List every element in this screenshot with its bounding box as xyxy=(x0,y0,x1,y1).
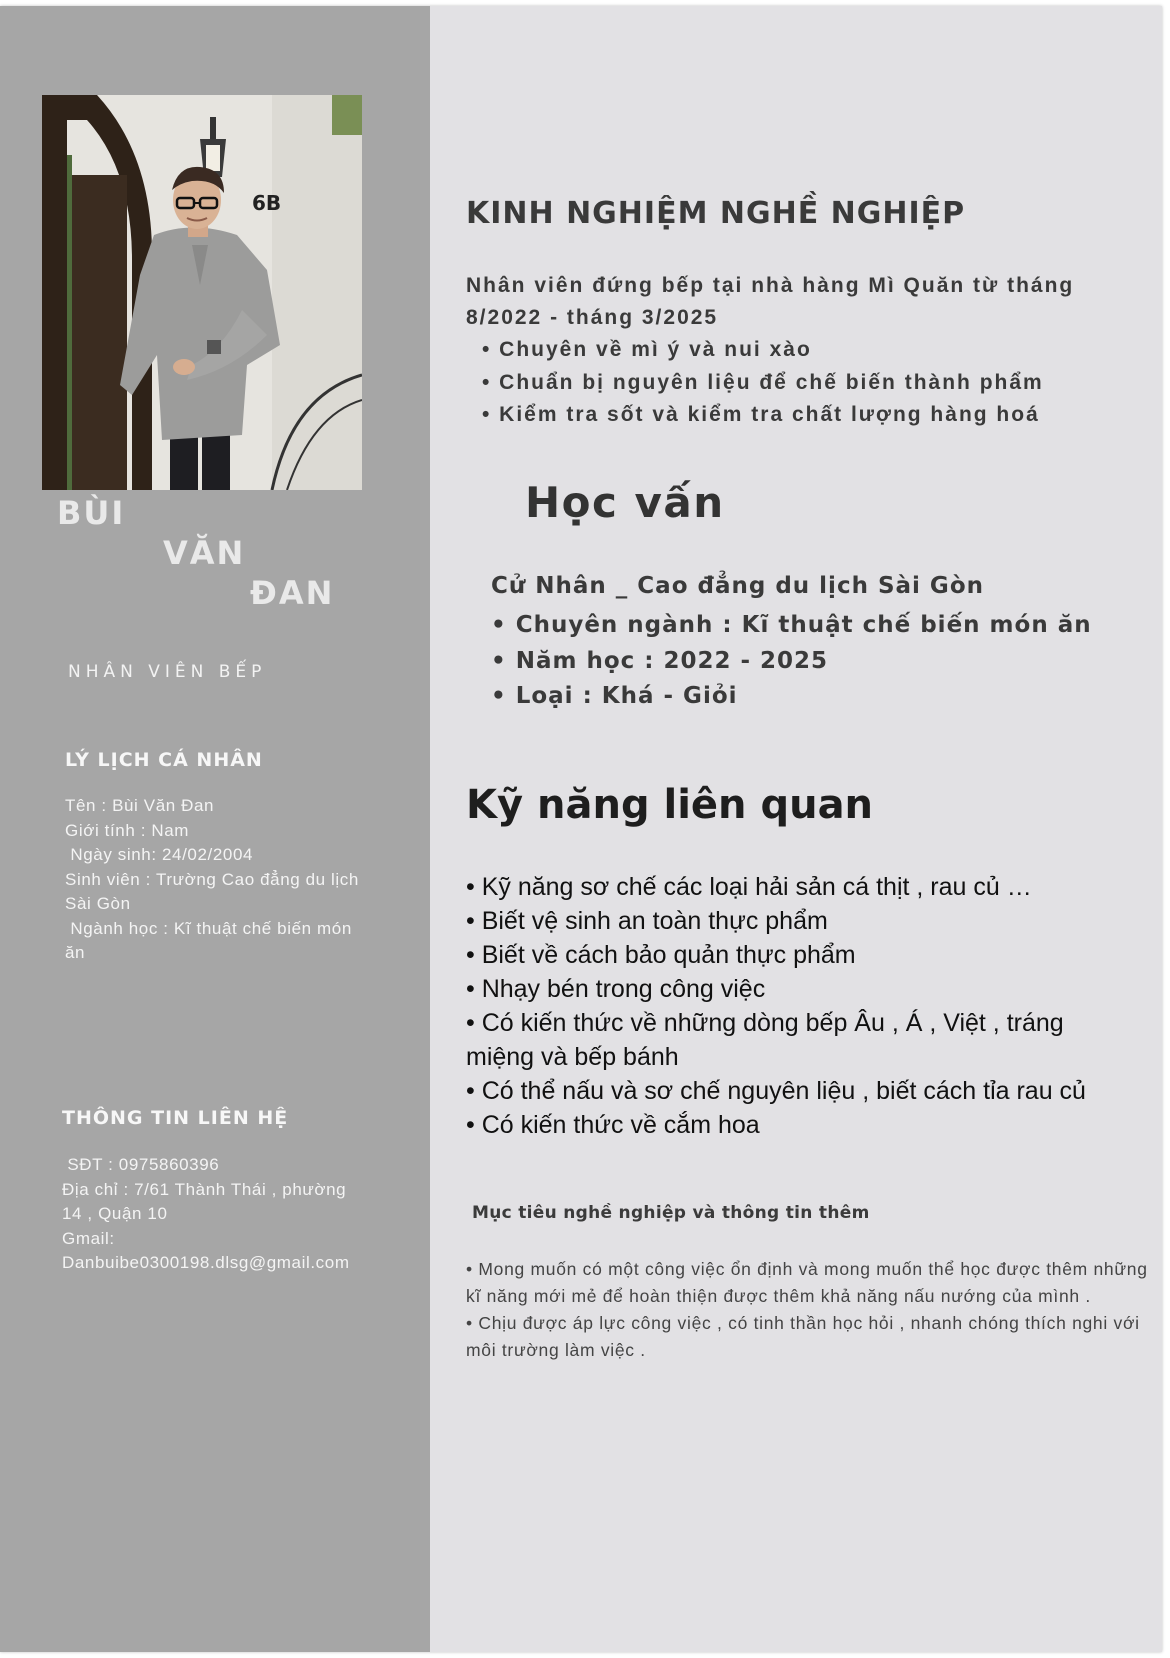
skill-item: • Có thể nấu và sơ chế nguyên liệu , biết cách tỉa rau củ xyxy=(466,1077,1086,1105)
skills-list xyxy=(466,870,1116,1142)
goals-heading: Mục tiêu nghề nghiệp và thông tin thêm xyxy=(472,1203,870,1223)
name-line-3: ĐAN xyxy=(250,574,335,612)
goals-body xyxy=(466,1256,1156,1364)
sidebar xyxy=(0,6,430,1652)
personal-info-heading: LÝ LỊCH CÁ NHÂN xyxy=(65,749,263,771)
education-item: • Chuyên ngành : Kĩ thuật chế biến món ăn xyxy=(491,612,1092,638)
education-item: • Năm học : 2022 - 2025 xyxy=(491,647,829,674)
svg-text:6B: 6B xyxy=(252,191,282,215)
skill-item: • Nhạy bén trong công việc xyxy=(466,975,766,1003)
job-title: NHÂN VIÊN BẾP xyxy=(68,662,267,682)
personal-school: Sinh viên : Trường Cao đẳng du lịch xyxy=(65,869,359,889)
personal-major: Ngành học : Kĩ thuật chế biến món xyxy=(65,918,352,938)
resume-page xyxy=(0,6,1162,1652)
contact-address-cont: 14 , Quận 10 xyxy=(62,1204,168,1223)
skills-heading: Kỹ năng liên quan xyxy=(466,782,874,828)
contact-block xyxy=(62,1153,350,1276)
education-list xyxy=(491,608,1092,715)
name-line-2: VĂN xyxy=(163,534,246,572)
education-heading: Học vấn xyxy=(525,478,725,527)
goal-paragraph-2: • Chịu được áp lực công việc , có tinh thần học hỏi , nhanh chóng thích nghi với môi trường làm việc . xyxy=(466,1313,1140,1360)
education-degree: Cử Nhân _ Cao đẳng du lịch Sài Gòn xyxy=(491,573,984,599)
personal-gender: Giới tính : Nam xyxy=(65,820,190,840)
portrait-photo xyxy=(42,95,362,490)
experience-intro: Nhân viên đứng bếp tại nhà hàng Mì Quăn từ tháng 8/2022 - tháng 3/2025 xyxy=(466,274,1075,329)
contact-phone: SĐT : 0975860396 xyxy=(62,1155,220,1174)
goal-paragraph-1: • Mong muốn có một công việc ổn định và mong muốn thể học được thêm những kĩ năng mới mẻ để hoàn thiện được thêm khả năng nấu nướng của mình . xyxy=(466,1259,1148,1306)
skill-item: • Biết về cách bảo quản thực phẩm xyxy=(466,941,856,969)
personal-school-cont: Sài Gòn xyxy=(65,894,131,913)
contact-email-label: Gmail: xyxy=(62,1228,115,1248)
skill-item: • Có kiến thức về những dòng bếp Âu , Á , Việt , tráng miệng và bếp bánh xyxy=(466,1009,1064,1071)
skill-item: • Kỹ năng sơ chế các loại hải sản cá thịt , rau củ … xyxy=(466,873,1032,901)
experience-list xyxy=(482,334,1044,432)
experience-item: • Chuẩn bị nguyên liệu để chế biến thành phẩm xyxy=(482,370,1044,394)
personal-major-cont: ăn xyxy=(65,943,86,962)
skill-item: • Có kiến thức về cắm hoa xyxy=(466,1111,760,1139)
contact-address: Địa chỉ : 7/61 Thành Thái , phường xyxy=(62,1179,347,1199)
personal-birthdate: Ngày sinh: 24/02/2004 xyxy=(65,845,254,864)
name-line-1: BÙI xyxy=(57,494,126,532)
personal-info-block xyxy=(65,794,359,966)
experience-item: • Chuyên về mì ý và nui xào xyxy=(482,338,812,361)
skill-item: • Biết vệ sinh an toàn thực phẩm xyxy=(466,907,828,935)
contact-heading: THÔNG TIN LIÊN HỆ xyxy=(62,1107,289,1129)
experience-item: • Kiểm tra sốt và kiểm tra chất lượng hàng hoá xyxy=(482,403,1040,426)
education-item: • Loại : Khá - Giỏi xyxy=(491,683,738,709)
contact-email: Danbuibe0300198.dlsg@gmail.com xyxy=(62,1253,350,1272)
personal-name: Tên : Bùi Văn Đan xyxy=(65,796,215,815)
experience-heading: KINH NGHIỆM NGHỀ NGHIỆP xyxy=(466,196,966,231)
